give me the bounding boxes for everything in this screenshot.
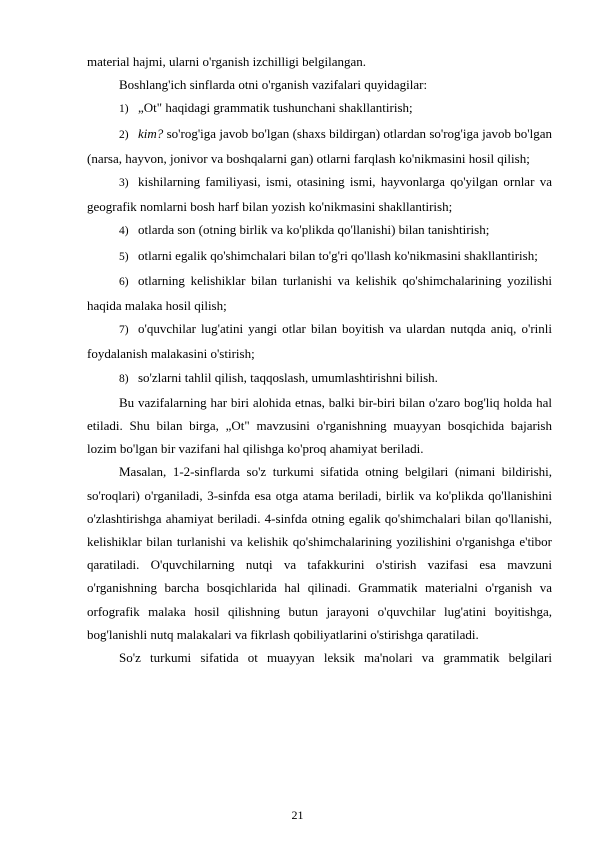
list-item: [87, 218, 552, 243]
list-text: o'quvchilar lug'atini yangi otlar bilan boyitish va ulardan nutqda aniq, o'rinli foydalanish malakasini o'stirish;: [87, 321, 552, 362]
list-item: [87, 317, 552, 365]
list-item: [87, 170, 552, 218]
list-text: so'rog'iga javob bo'lgan (shaxs bildirgan) otlardan so'rog'iga javob bo'lgan (narsa, hayvon, jonivor va boshqalarni gan) otlarni farqlash ko'nikmasini hosil qilish;: [87, 125, 552, 166]
list-item: [87, 269, 552, 317]
list-text: otlarni egalik qo'shimchalari bilan to'g'ri qo'llash ko'nikmasini shakllantirish;: [138, 247, 538, 263]
list-item: [87, 122, 552, 170]
body-paragraph: Bu vazifalarning har biri alohida etnas, balki bir-biri bilan o'zaro bog'liq holda hal etiladi. Shu bilan birga, „Ot" mavzusini o'rganishning muayyan bosqichida bajarish lozim bo'lgan bir vazifani hal qilishga ko'proq ahamiyat beriladi.: [87, 394, 552, 457]
list-number: 6): [119, 275, 129, 288]
list-text: „Ot" haqidagi grammatik tushunchani shakllantirish;: [138, 100, 413, 116]
tasks-heading: Boshlang'ich sinflarda otni o'rganish vazifalari quyidagilar:: [119, 77, 428, 93]
list-number: 4): [119, 225, 129, 238]
body-paragraph: So'z turkumi sifatida ot muayyan leksik ma'nolari va grammatik belgilari: [119, 650, 552, 666]
list-number: 5): [119, 250, 129, 263]
list-number: 8): [119, 372, 129, 385]
list-number: 3): [119, 177, 129, 190]
list-number: 2): [119, 128, 129, 141]
page-number: 21: [291, 808, 304, 822]
list-number: 7): [119, 324, 129, 337]
body-paragraph: Masalan, 1-2-sinflarda so'z turkumi sifatida otning belgilari (nimani bildirishi, so'roqlari) o'rganiladi, 3-sinfda esa otga atama beriladi, birlik va ko'plikda qo'llanishini o'zlashtirishga ahamiyat beriladi. 4-sinfda otning egalik qo'shimchalari bilan qo'llanishi, kelishiklar bilan turlanishi va kelishik qo'shimchalarining yozilishini o'rganishga e'tibor qaratiladi. O'quvchilarning nutqi va tafakkurini o'stirish vazifasi esa mavzuni o'rganishning barcha bosqichlarida hal qilinadi. Grammatik materialni o'rganish va orfografik malaka hosil qilishning butun jarayoni o'quvchilar lug'atini boyitishga, bog'lanishli nutq malakalari va fikrlash qobiliyatlarini o'stirishga qaratiladi.: [87, 464, 552, 642]
list-italic-term: kim?: [138, 125, 164, 141]
list-number: 1): [119, 103, 129, 116]
intro-line: material hajmi, ularni o'rganish izchilligi belgilangan.: [87, 54, 366, 69]
list-text: so'zlarni tahlil qilish, taqqoslash, umumlashtirishni bilish.: [138, 369, 438, 385]
list-text: kishilarning familiyasi, ismi, otasining ismi, hayvonlarga qo'yilgan ornlar va geografik nomlarni bosh harf bilan yozish ko'nikmasini shakllantirish;: [87, 174, 552, 215]
list-item: [87, 366, 552, 391]
document-page: [87, 50, 552, 669]
list-text: otlarning kelishiklar bilan turlanishi va kelishik qo'shimchalarining yozilishi haqida malaka hosil qilish;: [87, 272, 552, 314]
list-item: [87, 244, 552, 269]
list-item: [87, 96, 552, 121]
list-text: otlarda son (otning birlik va ko'plikda qo'llanishi) bilan tanishtirish;: [138, 222, 490, 238]
